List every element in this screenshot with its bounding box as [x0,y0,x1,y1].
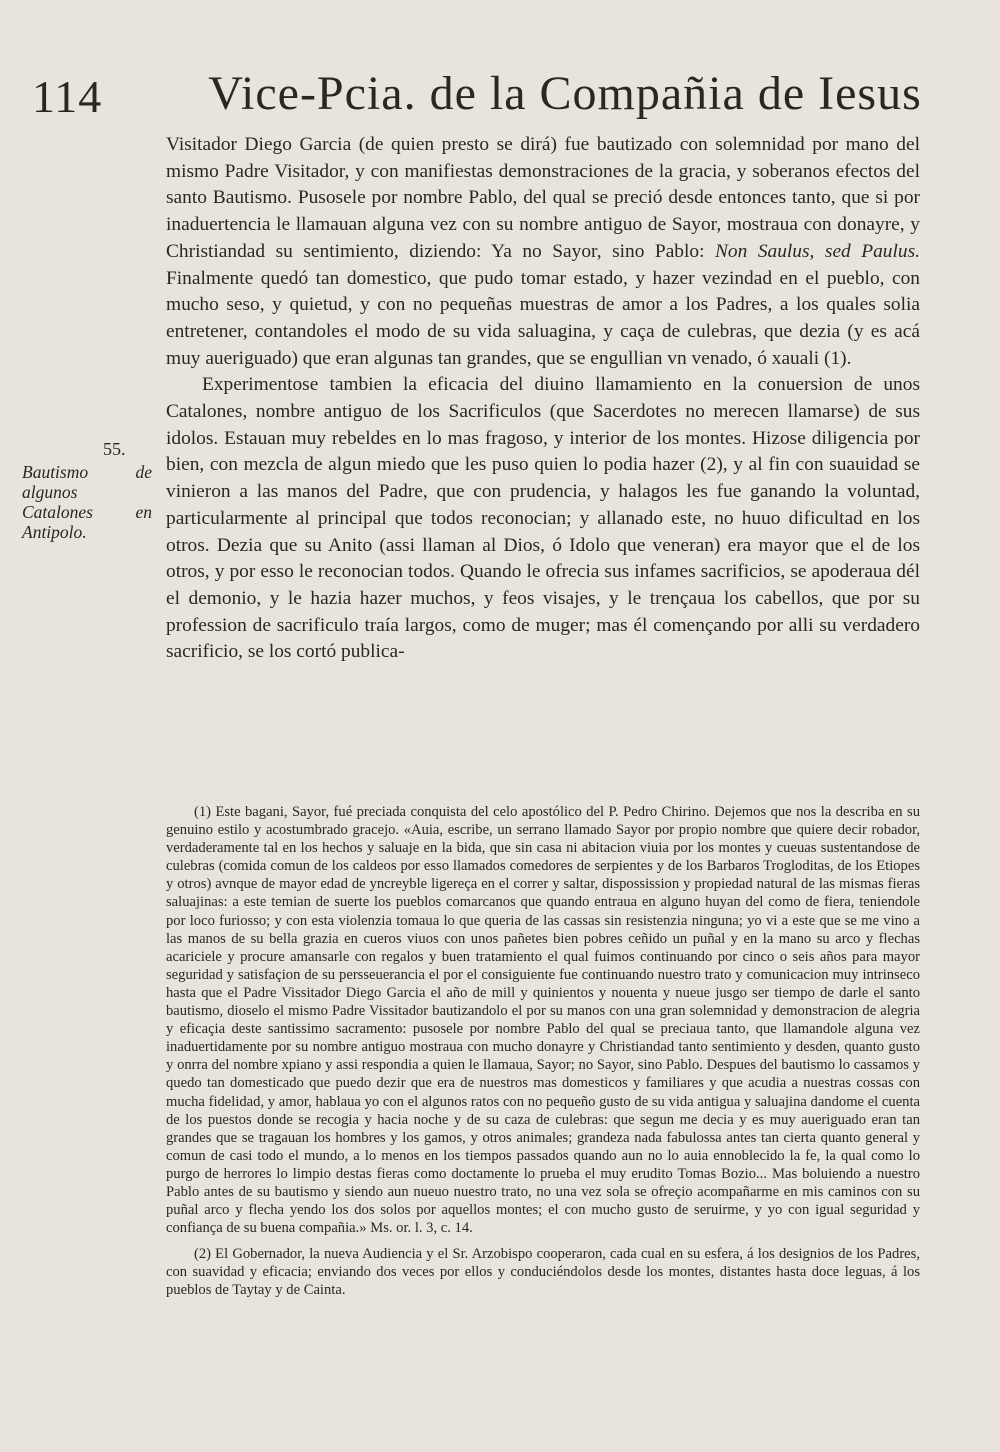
footnote-1: (1) Este bagani, Sayor, fué preciada conquista del celo apostólico del P. Pedro Chirino. Dejemos que nos la describa en su genuino estilo y acostumbrado gracejo. «Auia, escribe, un serrano llamado Sayor por propio nombre que quiere decir robador, verdaderamente tal en los hechos y saluaje en la bida, que sin casa ni abitacion viuia por los montes y cueuas sustentandose de culebras (comida comun de los caldeos por esso llamados comedores de serpientes y de los Barbaros Trogloditas, de los Etiopes y otros) avnque de mayor edad de yncreyble ligereça en el correr y saltar, dispossission y propiedad natural de las mismas fieras saluajinas: a este temian de suerte los pueblos comarcanos que quando entraua en alguno huyan del como de fiera, teniendole por loco furiosso; y con esta violenzia tomaua lo que queria de las cassas sin resistenzia ninguna; yo vi a este que se me vino a las manos de su bella grazia en cueros viuos con unos pañetes bien pobres ceñido un puñal y en la mano su arco y flechas acariciele y procure amansarle con regalos y buen tratamiento el qual fuimos continuando por cinco o seis años para mayor seguridad y satisfaçion de su persseuerancia el por el consiguiente fue continuando nuestro trato y comunicacion muy intrinseco hasta que el Padre Vissitador Diego Garcia el año de mill y quinientos y nouenta y nueue jusgo ser tiempo de darle el santo bautismo, dioselo el mismo Padre Vissitador bautizandolo el por su manos con una gran solemnidad y demonstracion de alegria y eficaçia deste santissimo sacramento: pusosele por nombre Pablo del qual se preciaua tanto, que llamandole alguna vez inaduertidamente por su nombre antiguo mostraua con mucho donayre y Christiandad tanto sentimiento y desden, quanto gusto y onrra del nombre xpiano y assi respondia a quien le llamaua, Sayor; no Sayor, sino Pablo. Despues del bautismo lo cassamos y quedo tan domesticado que puedo dezir que era de nuestros mas domesticos y familiares y que acudia a nuestras cossas con mucha fidelidad, y amor, hablaua yo con el algunos ratos con no pequeño gusto de su vida antigua y saluajina dandome el cuenta de los puestos donde se recogia y hacia noche y de su caza de culebras: que segun me decia y es muy aueriguado eran tan grandes que se tragauan los hombres y los gamos, y otros animales; grandeza nada fabulossa antes tan cierta quanto general y comun de casi todo el mundo, a lo menos en los tiempos passados quando aun no lo auia ennoblecido la fe, la qual como lo purgo de herrores lo limpio destas fieras como doctamente lo prueba el muy erudito Tomas Bozio... Mas boluiendo a nuestro Pablo antes de su bautismo y siendo aun nueuo nuestro trato, no una vez sola se ofreçio acompañarme en mis caminos con su puñal arco y flecha yendo los dos solos por aquellos montes; el con mucho gusto de seruirme, y yo con igual seguridad y confiança de su buena compañia.» Ms. or. l. 3, c. 14. [166,804,920,1237]
paragraph-1 [166,132,920,372]
latin-quote: Non Saulus, sed Paulus. [714,240,920,262]
footnote-2: (2) El Gobernador, la nueva Audiencia y el Sr. Arzobispo cooperaron, cada cual en su esfera, á los designios de los Padres, con suavidad y eficacia; enviando dos veces por ellos y conduciéndolos desde los montes, distantes hasta doce leguas, á los pueblos de Taytay y de Cainta. [166,1246,920,1299]
section-number: 55. [103,439,126,459]
main-text [166,132,920,666]
footnotes [166,803,920,1300]
page-number: 114 [32,71,103,122]
margin-note: Bautismo de algunos Catalones en Antipolo. [22,462,152,542]
running-head: Vice-Pcia. de la Compañia de Iesus [208,67,922,120]
paragraph-2: Experimentose tambien la eficacia del diuino llamamiento en la conuersion de unos Catalones, nombre antiguo de los Sacrificulos (que Sacerdotes no merecen llamarse) de sus idolos. Estauan muy rebeldes en lo mas fragoso, y interior de los montes. Hizose diligencia por bien, con mezcla de algun miedo que les puso quien lo podia hazer (2), y al fin con suauidad se vinieron a las manos del Padre, que con prudencia, y halagos les fue ganando la voluntad, particularmente al principal que todos reconocian; y allanado este, no huuo dificultad en los otros. Dezia que su Anito (assi llaman al Dios, ó Idolo que veneran) era mayor que el de los otros, y por esso le reconocian todos. Quando le ofrecia sus infames sacrificios, se apoderaua dél el demonio, y le hazia hazer muchos, y feos visajes, y le trençaua los cabellos, que por su profession de sacrificulo traía largos, como de muger; mas él començando por alli su verdadero sacrificio, se los cortó publica- [166,374,920,663]
paragraph-1-text: Visitador Diego Garcia (de quien presto se dirá) fue bautizado con solemnidad por mano del mismo Padre Visitador, y con manifiestas demonstraciones de la gracia, y soberanos efectos del santo Bautismo. Pusosele por nombre Pablo, del qual se preció desde entonces tanto, que si por inaduertencia le llamauan alguna vez con su nombre antiguo de Sayor, mostraua con donayre, y Christiandad su sentimiento, diziendo: Ya no Sayor, sino Pablo: [166,134,920,262]
paragraph-1-end: Finalmente quedó tan domestico, que pudo tomar estado, y hazer vezindad en el pueblo, con mucho seso, y quietud, y con no pequeñas muestras de amor a los Padres, a los quales solia entretener, contandoles el modo de su vida saluagina, y caça de culebras, que dezia (y es acá muy aueriguado) que eran algunas tan grandes, que se engullian vn venado, ó xauali (1). [166,267,920,369]
